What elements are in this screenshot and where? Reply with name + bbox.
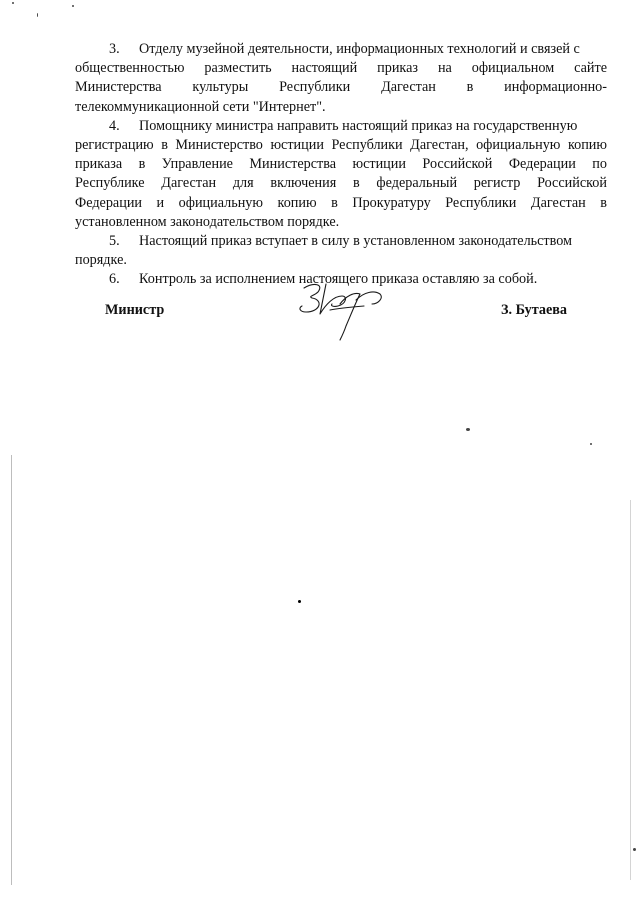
paragraph-3 — [75, 40, 607, 117]
paragraph-line: Настоящий приказ вступает в силу в установленном законодательством — [139, 233, 573, 250]
paragraph-line: Республике Дагестан для включения в федеральный регистр Российской — [75, 175, 607, 192]
paragraph-line: регистрацию в Министерство юстиции Республики Дагестан, официальную копию — [75, 137, 607, 154]
paragraph-line: Контроль за исполнением настоящего приказа оставляю за собой. — [139, 271, 538, 288]
scan-edge-line — [11, 455, 12, 885]
paragraph-number: 6. — [109, 271, 120, 288]
handwritten-signature — [290, 274, 405, 344]
scan-speck — [590, 443, 592, 445]
paragraph-line: общественностью разместить настоящий приказ на официальном сайте — [75, 60, 607, 77]
signatory-name: З. Бутаева — [501, 302, 567, 318]
paragraph-number: 4. — [109, 117, 120, 134]
paragraph-line: Федерации и официальную копию в Прокуратуру Республики Дагестан в — [75, 194, 607, 211]
paragraph-line: Министерства культуры Республики Дагестан в информационно- — [75, 79, 607, 96]
signatory-title: Министр — [105, 302, 165, 318]
scan-speck — [72, 5, 74, 7]
paragraph-4 — [75, 117, 607, 232]
paragraph-number: 3. — [109, 41, 120, 57]
paragraph-5 — [75, 232, 607, 270]
paragraph-line: установленном законодательством порядке. — [75, 213, 340, 230]
scan-speck — [37, 13, 38, 17]
scan-speck — [298, 600, 301, 603]
scan-speck — [633, 848, 636, 851]
paragraph-line: Помощнику министра направить настоящий приказ на государственную — [139, 117, 578, 134]
paragraph-line: порядке. — [75, 252, 127, 269]
scan-speck — [12, 2, 14, 4]
document-body — [75, 40, 607, 290]
paragraph-number: 5. — [109, 233, 120, 250]
scan-speck — [466, 428, 470, 431]
paragraph-line: Отделу музейной деятельности, информационных технологий и связей с — [139, 41, 580, 57]
paragraph-line: приказа в Управление Министерства юстиции Российской Федерации по — [75, 156, 607, 173]
paragraph-line: телекоммуникационной сети "Интернет". — [75, 98, 326, 115]
signature-block — [105, 300, 567, 340]
scan-edge-line — [630, 500, 631, 880]
